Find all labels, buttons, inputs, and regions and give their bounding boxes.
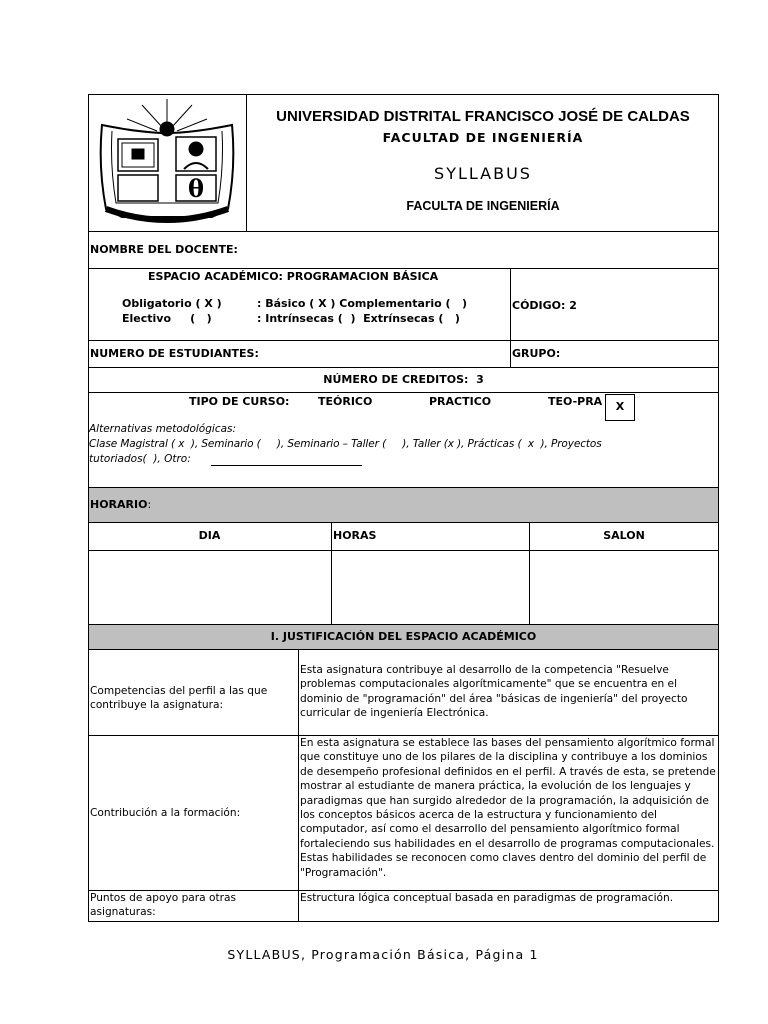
justificacion-title: I. JUSTIFICACIÓN DEL ESPACIO ACADÉMICO — [270, 630, 537, 643]
svg-text:θ: θ — [187, 174, 205, 203]
grupo-label: GRUPO: — [512, 347, 561, 360]
faculty-name: FACULTAD DE INGENIERÍA — [382, 130, 584, 145]
practico-option: PRACTICO — [429, 395, 492, 408]
university-seal — [92, 97, 242, 229]
horario-col-salon: SALON — [603, 529, 645, 542]
basico-option: : Básico ( X ) Complementario ( ) — [257, 297, 468, 310]
teopra-option: TEO-PRA — [548, 395, 603, 408]
faculty-name-2: FACULTA DE INGENIERÍA — [406, 199, 560, 213]
tipo-curso-label: TIPO DE CURSO: — [189, 395, 290, 408]
alternativas-title: Alternativas metodológicas: — [89, 423, 237, 435]
creditos-label: NÚMERO DE CREDITOS: 3 — [323, 373, 484, 386]
estudiantes-label: NUMERO DE ESTUDIANTES: — [90, 347, 259, 360]
docente-label: NOMBRE DEL DOCENTE: — [90, 243, 238, 256]
intrinsecas-option: : Intrínsecas ( ) Extrínsecas ( ) — [257, 312, 460, 325]
teopra-mark: X — [615, 400, 625, 413]
electivo-option: Electivo ( ) — [122, 312, 212, 325]
page-footer: SYLLABUS, Programación Básica, Página 1 — [227, 947, 539, 962]
contribucion-text: En esta asignatura se establece las bases del pensamiento algorítmico formal que constituye uno de los pilares de la disciplina y contribuye a los dominios de desempeño profesional definidos en el perfil. A través de esta, se pretende mostrar al estudiante de manera práctica, la evolución de los lenguajes y paradigmas que han surgido alrededor de la programación, la adquisición de los conceptos básicos acerca de la estructura y funcionamiento del computador, así como el desarrollo del pensamiento algorítmico formal fortaleciendo sus habilidades en el desarrollo de programas computacionales. Estas habilidades se reconocen como claves dentro del dominio del perfil de "Programación". — [300, 737, 716, 879]
horario-col-dia: DIA — [198, 529, 221, 542]
puntos-apoyo-text: Estructura lógica conceptual basada en paradigmas de programación. — [300, 892, 674, 904]
teorico-option: TEÓRICO — [318, 395, 373, 408]
codigo-label: CÓDIGO: 2 — [512, 299, 577, 312]
otro-underline — [211, 465, 362, 466]
obligatorio-option: Obligatorio ( X ) — [122, 297, 222, 310]
contribucion-label: Contribución a la formación: — [90, 807, 241, 819]
alternativas-line1: Clase Magistral ( x ), Seminario ( ), Seminario – Taller ( ), Taller (x ), Prácticas ( x ), Proyectos — [89, 438, 602, 450]
university-name: UNIVERSIDAD DISTRITAL FRANCISCO JOSÉ DE CALDAS — [276, 108, 690, 125]
horario-col-horas: HORAS — [333, 529, 377, 542]
puntos-apoyo-label: Puntos de apoyo para otras asignaturas: — [90, 892, 237, 919]
horario-label: HORARIO: — [90, 498, 152, 511]
alternativas-line2: tutoriados( ), Otro: — [89, 453, 195, 465]
syllabus-title: SYLLABUS — [434, 164, 532, 183]
competencias-label: Competencias del perfil a las que contribuye la asignatura: — [90, 685, 268, 712]
competencias-text: Esta asignatura contribuye al desarrollo de la competencia "Resuelve problemas computacionales algorítmicamente" que se encuentra en el dominio de "programación" del área "básicas de ingeniería" del proyecto curricular de ingeniería Electrónica. — [300, 664, 688, 720]
espacio-title: ESPACIO ACADÉMICO: PROGRAMACION BÁSICA — [148, 270, 439, 283]
